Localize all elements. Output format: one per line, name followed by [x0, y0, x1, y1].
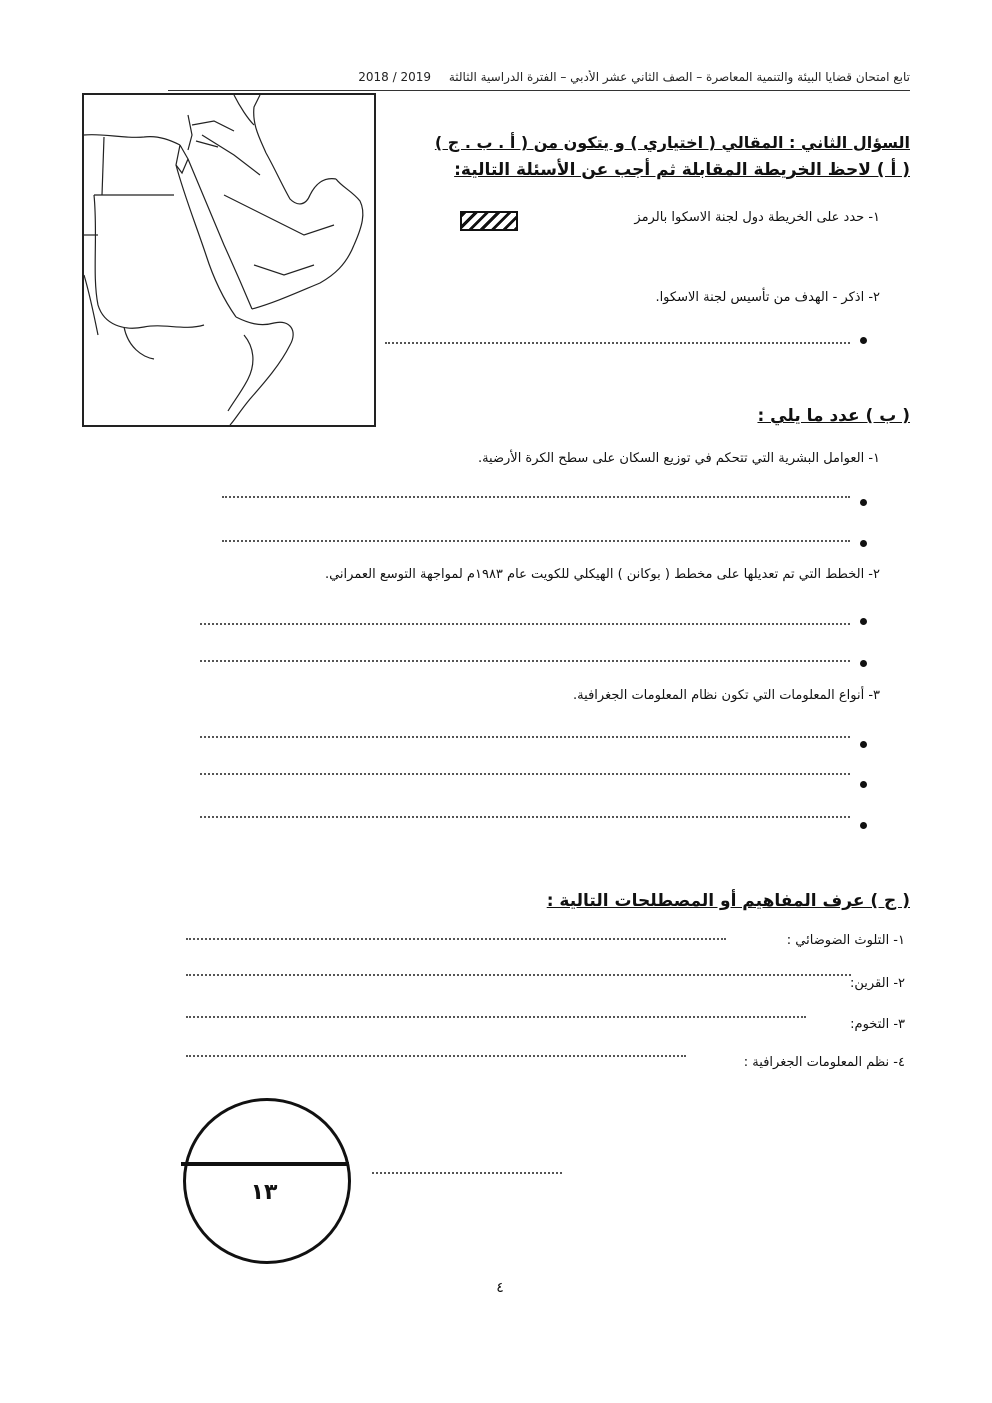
part-c-item-3: ٣- التخوم: [850, 1017, 905, 1032]
question-title: السؤال الثاني : المقالي ( اختياري ) و يتكون من ( أ . ب . ج ) [434, 133, 910, 152]
answer-line[interactable] [200, 773, 850, 775]
part-b-item-3: ٣- أنواع المعلومات التي تكون نظام المعلومات الجغرافية. [573, 688, 880, 703]
part-b-item-1: ١- العوامل البشرية التي تتحكم في توزيع السكان على سطح الكرة الأرضية. [477, 451, 880, 466]
part-c-item-1: ١- التلوث الضوضائي : [786, 933, 905, 948]
answer-line[interactable] [200, 736, 850, 738]
bullet-icon [860, 660, 867, 667]
score-divider [181, 1162, 349, 1166]
bullet-icon [860, 540, 867, 547]
region-map [82, 93, 376, 427]
bullet-icon [860, 499, 867, 506]
answer-line[interactable] [200, 623, 850, 625]
arab-region-map-icon [84, 95, 374, 425]
answer-line[interactable] [186, 1016, 806, 1018]
score-value: ١٣ [250, 1180, 278, 1205]
part-c-title: ( ج ) عرف المفاهيم أو المصطلحات التالية : [546, 891, 910, 911]
hatch-symbol-icon [460, 211, 518, 231]
part-a-item-1: ١- حدد على الخريطة دول لجنة الاسكوا بالرمز [634, 210, 880, 225]
part-a-item-2: ٢- اذكر - الهدف من تأسيس لجنة الاسكوا. [655, 290, 880, 305]
part-c-item-2: ٢- القرين: [849, 976, 905, 991]
header-divider [168, 90, 910, 91]
answer-line[interactable] [186, 1055, 686, 1057]
answer-line[interactable] [222, 540, 850, 542]
answer-line[interactable] [385, 342, 850, 344]
exam-header [168, 70, 910, 84]
part-c-item-4: ٤- نظم المعلومات الجغرافية : [743, 1055, 905, 1070]
part-b-title: ( ب ) عدد ما يلي : [757, 406, 910, 426]
bullet-icon [860, 741, 867, 748]
answer-line[interactable] [186, 974, 851, 976]
answer-line[interactable] [186, 938, 726, 940]
page-number: ٤ [496, 1280, 504, 1296]
part-a-title: ( أ ) لاحظ الخريطة المقابلة ثم أجب عن الأسئلة التالية: [454, 160, 910, 180]
bullet-icon [860, 822, 867, 829]
score-line[interactable] [372, 1172, 562, 1174]
bullet-icon [860, 781, 867, 788]
exam-year: 2019 / 2018 [358, 70, 431, 84]
answer-line[interactable] [200, 816, 850, 818]
answer-line[interactable] [200, 660, 850, 662]
part-b-item-2: ٢- الخطط التي تم تعديلها على مخطط ( بوكانن ) الهيكلي للكويت عام ١٩٨٣م لمواجهة التوسع العمراني. [324, 567, 880, 582]
bullet-icon [860, 337, 867, 344]
bullet-icon [860, 618, 867, 625]
exam-header-text: تابع امتحان قضايا البيئة والتنمية المعاصرة – الصف الثاني عشر الأدبي – الفترة الدراسية الثالثة [448, 70, 910, 84]
answer-line[interactable] [222, 496, 850, 498]
